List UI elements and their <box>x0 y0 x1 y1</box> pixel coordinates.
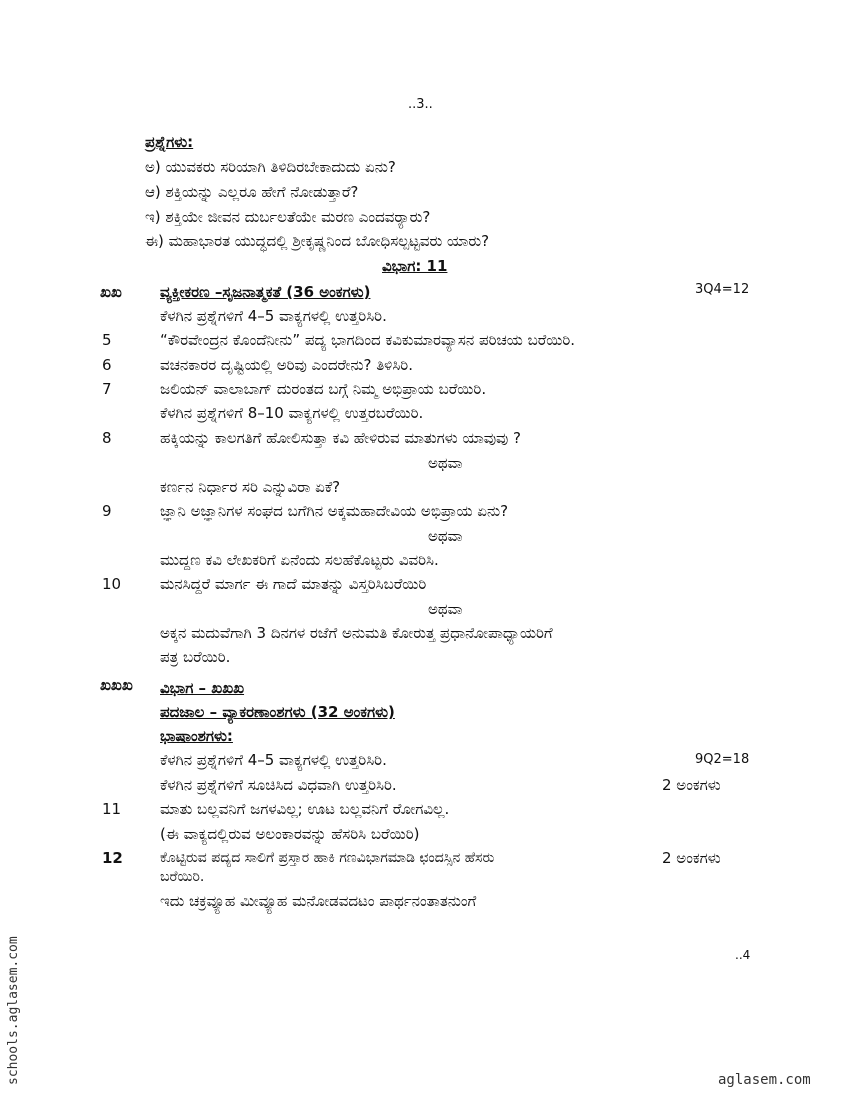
question-a: ಅ) ಯುವಕರು ಸರಿಯಾಗಿ ತಿಳಿದಿರಬೇಕಾದುದು ಏನು? <box>145 158 396 176</box>
page-number: ..3.. <box>408 97 433 112</box>
next-page-marker: ..4 <box>735 948 751 962</box>
q9-number: 9 <box>102 502 112 520</box>
q7-number: 7 <box>102 380 112 398</box>
section-b-heading: ವ್ಯಕ್ತೀಕರಣ –ಸೃಜನಾತ್ಮಕತೆ (36 ಅಂಕಗಳು) <box>160 283 371 301</box>
q12-text-line-2: ಬರೆಯಿರಿ. <box>160 869 205 885</box>
q11-text: ಮಾತು ಬಲ್ಲವನಿಗೆ ಜಗಳವಿಲ್ಲ; ಊಟ ಬಲ್ಲವನಿಗೆ ರೋಗವಿಲ್ಲ. <box>160 800 450 818</box>
section-b-instruction-2: ಕೆಳಗಿನ ಪ್ರಶ್ನೆಗಳಿಗೆ 8–10 ವಾಕ್ಯಗಳಲ್ಲಿ ಉತ್ತರಬರೆಯಿರಿ. <box>160 404 424 422</box>
section-c-title: ವಿಭಾಗ – ಖಖಖ <box>160 679 245 697</box>
q10-alternative-line-2: ಪತ್ರ ಬರೆಯಿರಿ. <box>160 648 231 666</box>
q8-alternative: ಕರ್ಣನ ನಿರ್ಧಾರ ಸರಿ ಎನ್ನುವಿರಾ ಏಕೆ? <box>160 478 341 496</box>
q9-text: ಜ್ಞಾನಿ ಅಜ್ಞಾನಿಗಳ ಸಂಘದ ಬಗೆಗಿನ ಅಕ್ಕಮಹಾದೇವಿಯ ಅಭಿಪ್ರಾಯ ಏನು? <box>160 502 509 520</box>
question-i: ಇ) ಶಕ್ತಿಯೇ ಜೀವನ ದುರ್ಬಲತೆಯೇ ಮರಣ ಎಂದವರ್‍ಯಾರು? <box>145 208 431 226</box>
or-label: ಅಥವಾ <box>428 527 463 545</box>
section2-title: ವಿಭಾಗ: 11 <box>382 257 448 275</box>
question-aa: ಆ) ಶಕ್ತಿಯನ್ನು ಎಲ್ಲರೂ ಹೇಗೆ ನೋಡುತ್ತಾರೆ? <box>145 183 359 201</box>
q6-text: ವಚನಕಾರರ ದೃಷ್ಟಿಯಲ್ಲಿ ಅರಿವು ಎಂದರೇನು? ತಿಳಿಸಿರಿ. <box>160 356 413 374</box>
q7-text: ಜಲಿಯನ್ ವಾಲಾಬಾಗ್ ದುರಂತದ ಬಗ್ಗೆ ನಿಮ್ಮ ಅಭಿಪ್ರಾಯ ಬರೆಯಿರಿ. <box>160 380 487 398</box>
section-c-code: ಖಖಖ <box>100 676 133 694</box>
q10-text: ಮನಸಿದ್ದರೆ ಮಾರ್ಗ ಈ ಗಾದೆ ಮಾತನ್ನು ವಿಸ್ತರಿಸಿಬರೆಯಿರಿ <box>160 575 427 593</box>
q10-alternative-line-1: ಅಕ್ಕನ ಮದುವೆಗಾಗಿ 3 ದಿನಗಳ ರಜೆಗೆ ಅನುಮತಿ ಕೋರುತ್ತ ಪ್ರಧಾನೋಪಾಧ್ಯಾಯರಿಗೆ <box>160 624 553 642</box>
q11-number: 11 <box>102 800 122 818</box>
section-b-code: ಖಖ <box>100 283 122 301</box>
q12-number: 12 <box>102 849 123 867</box>
section-c-marks-2: 2 ಅಂಕಗಳು <box>662 776 721 794</box>
section-c-instruction-1: ಕೆಳಗಿನ ಪ್ರಶ್ನೆಗಳಿಗೆ 4–5 ವಾಕ್ಯಗಳಲ್ಲಿ ಉತ್ತರಿಸಿರಿ. <box>160 751 387 769</box>
q10-number: 10 <box>102 575 122 593</box>
q5-text: “ಕೌರವೇಂದ್ರನ ಕೊಂದೆನೀನು” ಪದ್ಯ ಭಾಗದಿಂದ ಕವಿಕುಮಾರವ್ಯಾಸನ ಪರಿಚಯ ಬರೆಯಿರಿ. <box>160 331 576 349</box>
section-b-marks: 3Q4=12 <box>695 282 750 297</box>
q6-number: 6 <box>102 356 112 374</box>
section-c-instruction-2: ಕೆಳಗಿನ ಪ್ರಶ್ನೆಗಳಿಗೆ ಸೂಚಿಸಿದ ವಿಧವಾಗಿ ಉತ್ತರಿಸಿರಿ. <box>160 776 397 794</box>
q8-text: ಹಕ್ಕಿಯನ್ನು ಕಾಲಗತಿಗೆ ಹೋಲಿಸುತ್ತಾ ಕವಿ ಹೇಳಿರುವ ಮಾತುಗಳು ಯಾವುವು ? <box>160 429 521 447</box>
or-label: ಅಥವಾ <box>428 600 463 618</box>
side-watermark: schools.aglasem.com <box>6 936 21 1085</box>
section-b-instruction-1: ಕೆಳಗಿನ ಪ್ರಶ್ನೆಗಳಿಗೆ 4–5 ವಾಕ್ಯಗಳಲ್ಲಿ ಉತ್ತರಿಸಿರಿ. <box>160 307 387 325</box>
q9-alternative: ಮುದ್ದಣ ಕವಿ ಲೇಖಕರಿಗೆ ಏನೆಂದು ಸಲಹೆಕೊಟ್ಟರು ವಿವರಿಸಿ. <box>160 551 439 569</box>
q5-number: 5 <box>102 331 112 349</box>
section-c-marks-1: 9Q2=18 <box>695 752 750 767</box>
section-c-heading: ಪದಜಾಲ – ವ್ಯಾಕರಣಾಂಶಗಳು (32 ಅಂಕಗಳು) <box>160 703 395 721</box>
footer-watermark: aglasem.com <box>718 1072 811 1088</box>
question-ee: ಈ) ಮಹಾಭಾರತ ಯುದ್ಧದಲ್ಲಿ ಶ್ರೀಕೃಷ್ಣನಿಂದ ಬೋಧಿಸಲ್ಪಟ್ಟವರು ಯಾರು? <box>145 232 490 250</box>
q12-text-line-1: ಕೊಟ್ಟಿರುವ ಪದ್ಯದ ಸಾಲಿಗೆ ಪ್ರಸ್ತಾರ ಹಾಕಿ ಗಣವಿಭಾಗಮಾಡಿ ಛಂದಸ್ಸಿನ ಹೆಸರು <box>160 850 495 866</box>
q11-note: (ಈ ವಾಕ್ಯದಲ್ಲಿರುವ ಅಲಂಕಾರವನ್ನು ಹೆಸರಿಸಿ ಬರೆಯಿರಿ) <box>160 825 420 843</box>
or-label: ಅಥವಾ <box>428 454 463 472</box>
q8-number: 8 <box>102 429 112 447</box>
section-c-subheading: ಭಾಷಾಂಶಗಳು: <box>160 727 233 745</box>
q12-marks: 2 ಅಂಕಗಳು <box>662 849 721 867</box>
q12-verse: ಇದು ಚಕ್ರವ್ಯೂಹ ಮೀವ್ಯೂಹ ಮನೋಡವದಟಂ ಪಾರ್ಥನಂತಾತನುಂಗೆ <box>160 892 477 910</box>
questions-heading: ಪ್ರಶ್ನೆಗಳು: <box>145 133 194 151</box>
